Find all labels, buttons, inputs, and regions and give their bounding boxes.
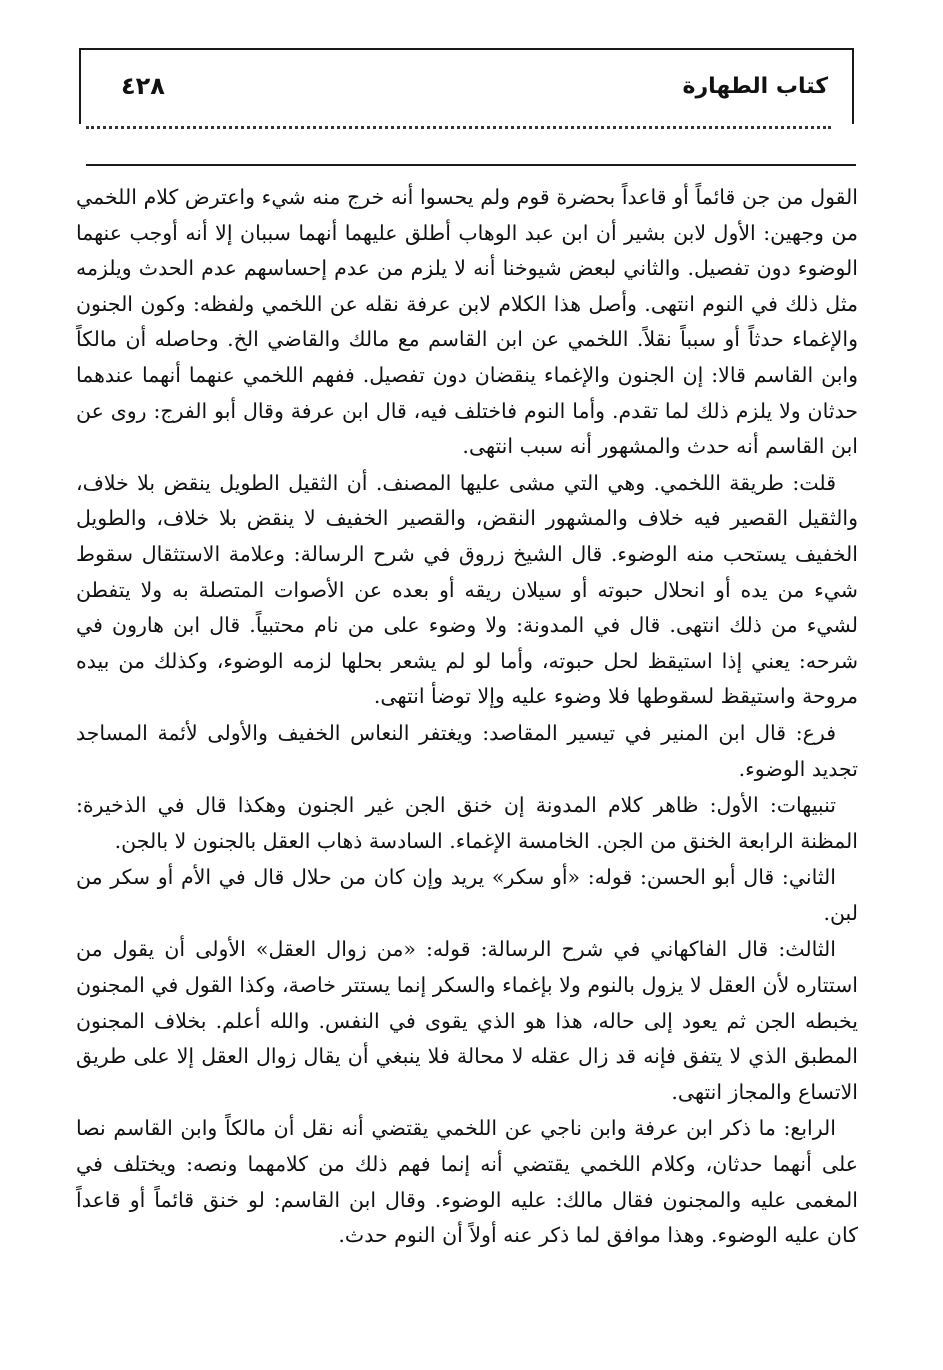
page-number: ٤٢٨	[121, 72, 165, 100]
header-row	[81, 50, 852, 122]
horizontal-rule	[86, 164, 856, 166]
paragraph-6: الثالث: قال الفاكهاني في شرح الرسالة: قوله: «من زوال العقل» الأولى أن يقول من استتاره لأن العقل لا يزول بالنوم ولا بإغماء والسكر إنما يستتر خاصة، وكذا القول في المجنون يخبطه الجن ثم يعود إلى حاله، هذا هو الذي يقوى في النفس. والله أعلم. بخلاف المجنون المطبق الذي لا يتفق فإنه قد زال عقله لا محالة فلا ينبغي أن يقال زوال العقل إلا على طريق الاتساع والمجاز انتهى.	[76, 937, 858, 1104]
paragraph-2: قلت: طريقة اللخمي. وهي التي مشى عليها المصنف. أن الثقيل الطويل ينقض بلا خلاف، والثقيل القصير فيه خلاف والمشهور النقض، والقصير الخفيف لا ينقض بلا خلاف، والطويل الخفيف يستحب منه الوضوء. قال الشيخ زروق في شرح الرسالة: وعلامة الاستثقال سقوط شيء من يده أو انحلال حبوته أو سيلان ريقه أو بعده عن الأصوات المتصلة به ولا يتفطن لشيء من ذلك انتهى. قال في المدونة: ولا وضوء على من نام محتبياً. قال ابن هارون في شرحه: يعني إذا استيقظ لحل حبوته، وأما لو لم يشعر بحلها لزمه الوضوء، وكذلك من بيده مروحة واستيقظ لسقوطها فلا وضوء عليه وإلا توضأ انتهى.	[76, 470, 858, 709]
page-header	[79, 48, 854, 124]
dotted-separator	[86, 126, 831, 129]
paragraph-1: القول من جن قائماً أو قاعداً بحضرة قوم ولم يحسوا أنه خرج منه شيء واعترض كلام اللخمي من وجهين: الأول لابن بشير أن ابن عبد الوهاب أطلق عليهما أنهما سببان إلا أنه أوجب عنهما الوضوء دون تفصيل. والثاني لبعض شيوخنا أنه لا يلزم من عدم إحساسهم عدم الحدث ويلزمه مثل ذلك في النوم انتهى. وأصل هذا الكلام لابن عرفة نقله عن اللخمي ولفظه: وكون الجنون والإغماء حدثاً أو سبباً نقلاً. اللخمي عن ابن القاسم مع مالك والقاضي الخ. وحاصله أن مالكاً وابن القاسم قالا: إن الجنون والإغماء ينقضان دون تفصيل. ففهم اللخمي عنهما أنهما عندهما حدثان ولا يلزم ذلك لما تقدم. وأما النوم فاختلف فيه، قال ابن عرفة وقال أبو الفرج: روى عن ابن القاسم أنه حدث والمشهور أنه سبب انتهى.	[76, 185, 858, 459]
paragraph-4: تنبيهات: الأول: ظاهر كلام المدونة إن خنق الجن غير الجنون وهكذا قال في الذخيرة: المظنة الرابعة الخنق من الجن. الخامسة الإغماء. السادسة ذهاب العقل بالجنون لا بالجن.	[76, 793, 858, 853]
paragraph-3: فرع: قال ابن المنير في تيسير المقاصد: ويغتفر النعاس الخفيف والأولى لأئمة المساجد تجديد الوضوء.	[76, 720, 858, 781]
main-text	[76, 180, 858, 1255]
book-title: كتاب الطهارة	[682, 73, 828, 99]
paragraph-7: الرابع: ما ذكر ابن عرفة وابن ناجي عن اللخمي يقتضي أنه نقل أن مالكاً وابن القاسم نصا على أنهما حدثان، وكلام اللخمي يقتضي أنه إنما فهم ذلك من كلامهما ونصه: ويختلف في المغمى عليه والمجنون فقال مالك: عليه الوضوء. وقال ابن القاسم: لو خنق قائماً أو قاعداً كان عليه الوضوء. وهذا موافق لما ذكر عنه أولاً أن النوم حدث.	[76, 1116, 858, 1248]
paragraph-5: الثاني: قال أبو الحسن: قوله: «أو سكر» يريد وإن كان من حلال قال في الأم أو سكر من لبن.	[76, 865, 858, 925]
